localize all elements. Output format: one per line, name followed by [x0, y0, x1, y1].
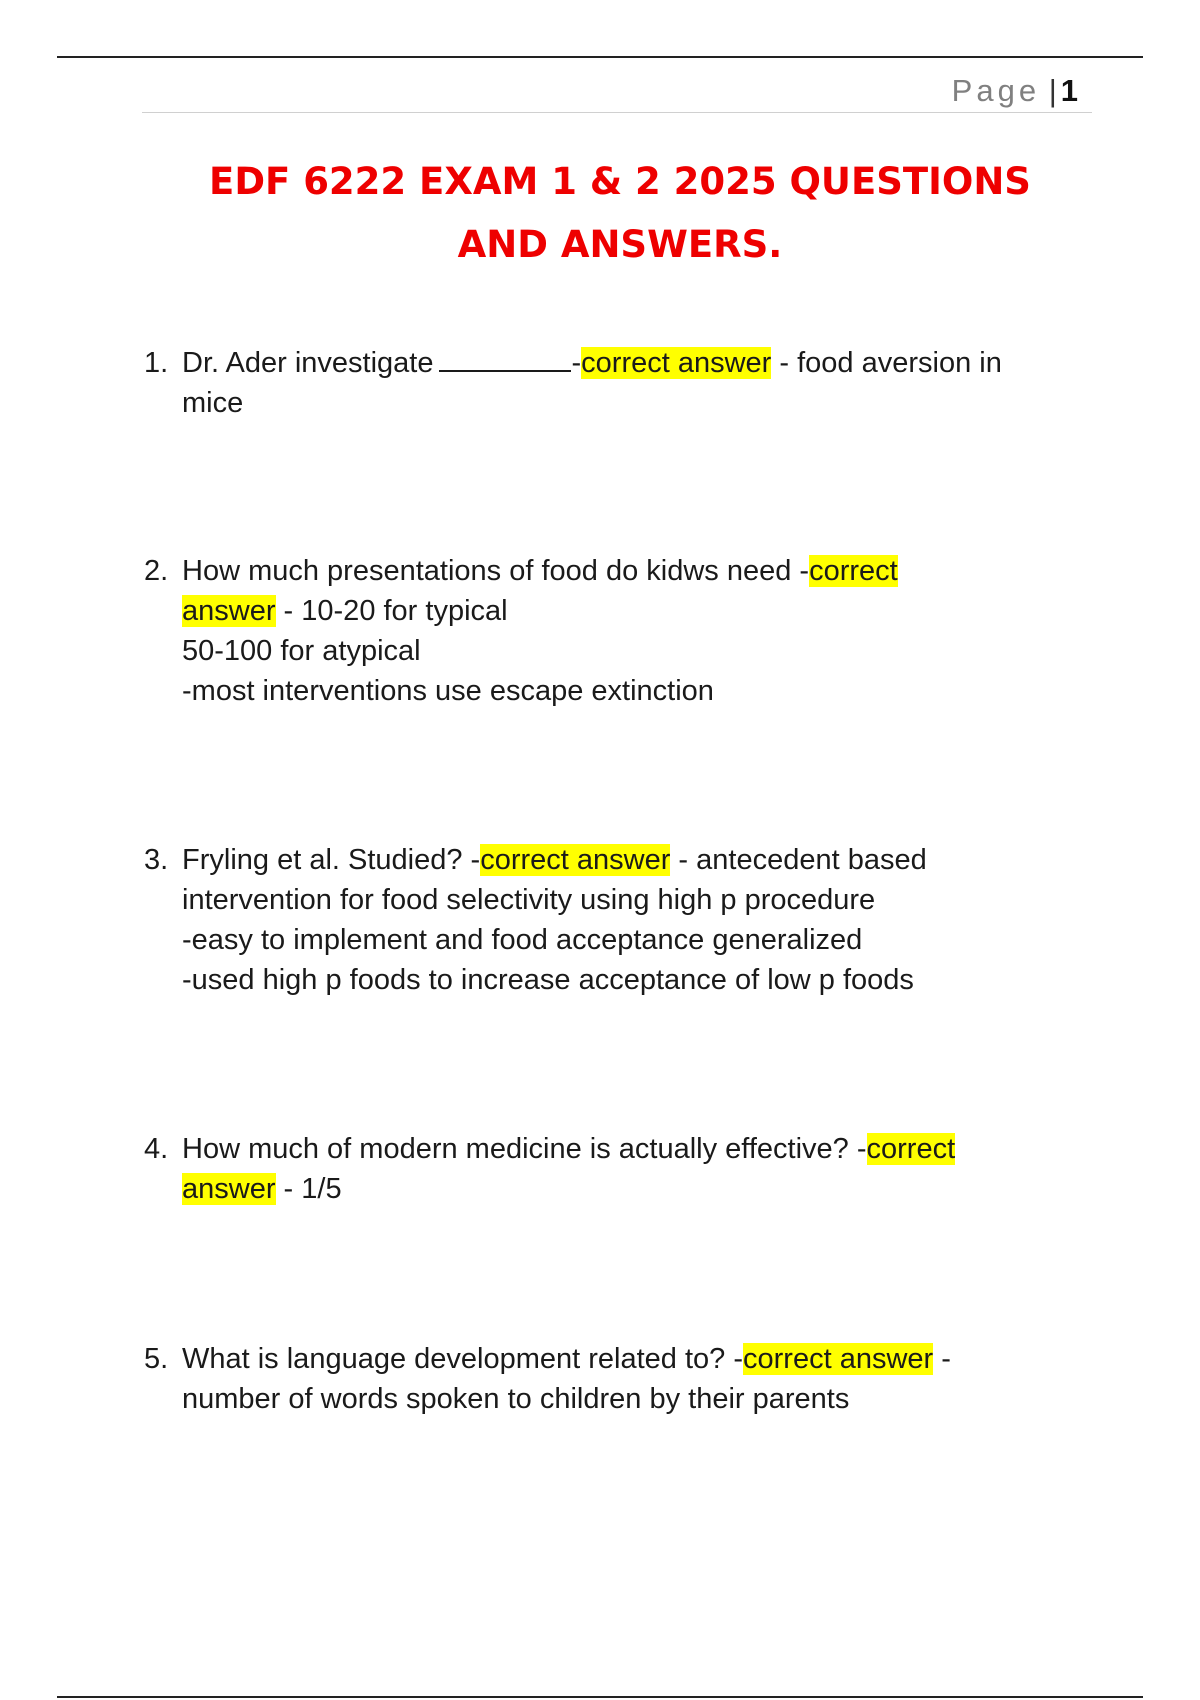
question-body: [182, 343, 1104, 423]
answer-text: - food aversion in: [771, 347, 1002, 379]
document-title: [100, 150, 1140, 276]
answer-line: 50-100 for atypical: [182, 635, 421, 667]
question-body: [182, 551, 1104, 711]
correct-answer-marker: correct answer: [581, 347, 772, 379]
answer-prefix: -: [571, 347, 582, 379]
question-text: Fryling et al. Studied? -: [182, 844, 481, 876]
question-body: [182, 1339, 1104, 1419]
page-label: Page: [951, 73, 1041, 108]
answer-line: -easy to implement and food acceptance generalized: [182, 924, 863, 956]
correct-answer-marker-part-1: correct: [809, 555, 898, 587]
page-header: [142, 70, 1092, 113]
answer-line: intervention for food selectivity using high p procedure: [182, 884, 876, 916]
correct-answer-marker-part-1: correct: [866, 1133, 956, 1165]
correct-answer-marker: correct answer: [480, 844, 671, 876]
question-item-5: [144, 1339, 1104, 1419]
question-text: How much of modern medicine is actually effective? -: [182, 1133, 867, 1165]
answer-line: -most interventions use escape extinction: [182, 675, 714, 707]
question-text: Dr. Ader investigate: [182, 347, 434, 379]
question-number: 1.: [144, 347, 169, 379]
answer-line: mice: [182, 387, 244, 419]
question-number: 4.: [144, 1133, 169, 1165]
page-indicator: [952, 73, 1092, 108]
page-number: 1: [1060, 73, 1078, 108]
question-body: [182, 840, 1104, 1000]
fill-in-blank: [439, 348, 571, 372]
correct-answer-marker: correct answer: [743, 1343, 934, 1375]
question-body: [182, 1129, 1104, 1209]
answer-text: -: [933, 1343, 951, 1375]
answer-text: - antecedent based: [670, 844, 927, 876]
question-item-1: [144, 343, 1104, 423]
question-item-2: [144, 551, 1104, 711]
answer-line: number of words spoken to children by their parents: [182, 1383, 850, 1415]
question-number: 3.: [144, 844, 169, 876]
answer-text: - 10-20 for typical: [275, 595, 508, 627]
question-number: 5.: [144, 1343, 169, 1375]
question-text: What is language development related to? -: [182, 1343, 744, 1375]
question-item-3: [144, 840, 1104, 1000]
answer-line: -used high p foods to increase acceptance of low p foods: [182, 964, 914, 996]
bottom-rule: [57, 1696, 1143, 1698]
title-line-1: EDF 6222 EXAM 1 & 2 2025 QUESTIONS: [209, 160, 1031, 203]
title-line-2: AND ANSWERS.: [457, 223, 783, 266]
question-text: How much presentations of food do kidws need -: [182, 555, 810, 587]
question-number: 2.: [144, 555, 169, 587]
top-rule: [57, 56, 1143, 58]
answer-text: - 1/5: [275, 1173, 342, 1205]
page-separator: |: [1048, 73, 1057, 108]
correct-answer-marker-part-2: answer: [182, 1173, 276, 1205]
correct-answer-marker-part-2: answer: [182, 595, 276, 627]
question-item-4: [144, 1129, 1104, 1209]
